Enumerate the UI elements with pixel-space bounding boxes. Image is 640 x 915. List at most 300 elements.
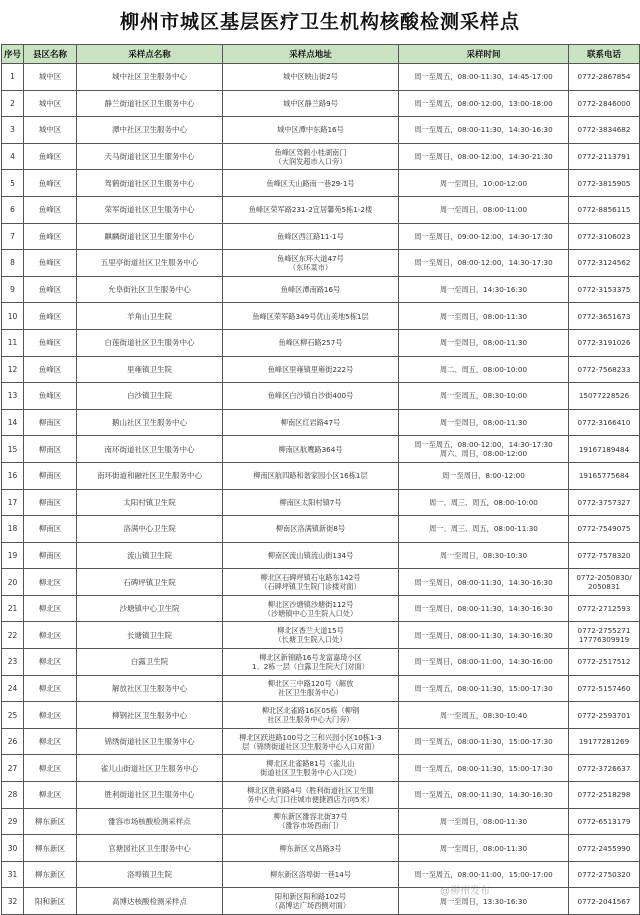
row-sampling-time [399,276,569,303]
row-phone [569,649,640,676]
row-site-address-line: （东环菜市） [288,262,333,272]
row-phone-line: 0772-3726637 [577,763,631,773]
row-site-address-line: 柳北区新锦路16号龙富嘉琦小区 [259,652,362,662]
row-sampling-time-line: 周一至周五，08:00-11:30，14:30-16:30 [414,790,553,800]
row-site-address [223,303,399,330]
row-site-address-line: 鱼峰区天山路南一巷29-1号 [266,178,355,188]
row-district: 柳东新区 [24,835,77,862]
row-district: 柳南区 [24,542,77,569]
row-site-name: 驾鹤街道社区卫生服务中心 [77,170,223,197]
row-index: 8 [2,250,24,277]
row-sampling-time-line: 周一至周五，08:00-11:30，14:45-17:00 [414,72,553,82]
row-index: 28 [2,782,24,809]
row-sampling-time-line: 周一至周日，08:00-12:00，14:30-17:30 [414,258,553,268]
row-district: 柳东新区 [24,861,77,888]
row-sampling-time-line: 周二、周五，08:00-10:00 [439,364,528,374]
row-sampling-time-line: 周一至周五，08:00-11:30，14:30-16:30 [414,125,553,135]
row-site-name: 高博达核酸检测采样点 [77,888,223,915]
row-phone-line: 0772-2517512 [577,657,631,667]
row-index: 10 [2,303,24,330]
row-sampling-time-line: 周一、周三、周五，08:00-11:30 [429,524,538,534]
row-phone-line: 0772-3834682 [577,125,631,135]
row-phone [569,808,640,835]
header-index: 序号 [2,45,24,64]
row-phone [569,728,640,755]
row-sampling-time-line: 周一至周日，08:00-11:30 [439,816,528,826]
row-site-name: 解放社区卫生服务中心 [77,675,223,702]
row-sampling-time [399,117,569,144]
row-district: 柳南区 [24,436,77,463]
row-site-name: 五里亭街道社区卫生服务中心 [77,250,223,277]
row-index: 5 [2,170,24,197]
row-district: 柳北区 [24,675,77,702]
row-sampling-time [399,436,569,463]
row-district: 城中区 [24,117,77,144]
row-phone-line: 0772-2755271 [577,626,631,636]
row-sampling-time [399,223,569,250]
table-row [2,595,640,622]
row-phone-line: 0772-6513179 [577,816,631,826]
row-index: 29 [2,808,24,835]
row-phone-line: 0772-2518298 [577,790,631,800]
row-district: 城中区 [24,64,77,91]
row-district: 鱼峰区 [24,223,77,250]
row-phone [569,888,640,915]
row-site-address-line: （雒容市场西南门） [278,821,343,831]
row-sampling-time-line: 周一至周日，10:00-12:00 [439,178,528,188]
row-district: 鱼峰区 [24,276,77,303]
row-sampling-time-line: 周一至周五，08:00-11:30，15:00-17:30 [414,737,553,747]
row-district: 柳南区 [24,489,77,516]
row-district: 柳北区 [24,595,77,622]
row-district: 鱼峰区 [24,170,77,197]
row-index: 12 [2,356,24,383]
row-site-address [223,196,399,223]
header-phone: 联系电话 [569,45,640,64]
row-sampling-time-line: 周一至周五，08:00-11:30，15:00-17:30 [414,683,553,693]
table-row [2,143,640,170]
row-site-address [223,117,399,144]
row-site-name: 南环街道和融社区卫生服务中心 [77,462,223,489]
row-index: 7 [2,223,24,250]
row-site-address [223,223,399,250]
table-row [2,888,640,915]
table-row [2,516,640,543]
row-site-name: 胜利街道社区卫生服务中心 [77,782,223,809]
table-row [2,409,640,436]
row-sampling-time-line: 周一至周日，08:00-12:00，14:30-21:30 [414,152,553,162]
table-row [2,675,640,702]
table-row [2,436,640,463]
row-site-name: 鹅山社区卫生服务中心 [77,409,223,436]
row-site-address-line: 柳东新区文昌路3号 [279,843,342,853]
row-phone-line: 0772-3166410 [577,418,631,428]
row-site-address [223,409,399,436]
row-site-name: 麒麟街道社区卫生服务中心 [77,223,223,250]
row-site-name: 静兰街道社区卫生服务中心 [77,90,223,117]
row-site-address-line: 城中区潭中东路16号 [277,125,344,135]
row-phone-line: 0772-2712593 [577,604,631,614]
row-sampling-time-line: 周一至周日，08:00-11:30，14:30-16:30 [414,630,553,640]
row-district: 鱼峰区 [24,196,77,223]
row-site-address [223,782,399,809]
row-index: 31 [2,861,24,888]
row-sampling-time [399,808,569,835]
row-sampling-time [399,489,569,516]
row-phone-line: 0772-3106023 [577,231,631,241]
row-sampling-time-line: 周一至周日，08:00-11:30 [439,843,528,853]
page-title: 柳州市城区基层医疗卫生机构核酸检测采样点 [119,11,520,33]
row-sampling-time [399,64,569,91]
row-site-address-line: 柳东新区洛埠街一巷14号 [269,870,352,880]
row-site-name: 官塘园社区卫生服务中心 [77,835,223,862]
row-site-name: 白沙镇卫生院 [77,383,223,410]
table-row [2,755,640,782]
row-sampling-time-line: 周一至周日，13:30-16:30 [439,896,528,906]
row-sampling-time-line: 周一至周日，08:30-10:30 [439,550,528,560]
table-row [2,462,640,489]
row-phone-line: 2050831 [587,582,620,592]
row-phone [569,542,640,569]
row-site-address-line: 鱼峰区荣军路231-2宜居馨苑5栋1-2楼 [248,205,373,215]
row-site-name: 白莲街道社区卫生服务中心 [77,329,223,356]
row-site-address-line: 柳北区北雀路16区05栋（柳钢 [261,706,360,716]
row-phone-line: 0772-5157460 [577,683,631,693]
table-row [2,329,640,356]
row-district: 柳北区 [24,728,77,755]
row-district: 柳南区 [24,409,77,436]
row-phone-line: 19167189484 [578,444,630,454]
row-sampling-time [399,782,569,809]
table-row [2,489,640,516]
row-site-address [223,808,399,835]
row-phone-line: 0772-2867854 [577,72,631,82]
table-row [2,808,640,835]
row-sampling-time-line: 周六、周日，08:00-12:00 [439,449,528,459]
table-body [2,64,640,915]
row-sampling-time-line: 周一至周日，08:00-11:30，14:30-16:30 [414,577,553,587]
header-sampling-time: 采样时间 [399,45,569,64]
row-sampling-time-line: 周一至周五，08:00-11:00，15:00-17:00 [414,870,553,880]
row-site-name: 流山镇卫生院 [77,542,223,569]
row-site-name: 羊角山卫生院 [77,303,223,330]
row-phone-line: 0772-3191026 [577,338,631,348]
row-phone [569,702,640,729]
row-site-address [223,861,399,888]
row-phone-line: 0772-2050830/ [576,573,632,583]
row-site-address-line: 柳北区胜利路4号（胜利街道社区卫生服 [247,785,374,795]
table-row [2,728,640,755]
row-site-address-line: 阳和新区阳和路102号 [274,892,347,902]
row-district: 柳北区 [24,622,77,649]
row-site-name: 太阳村镇卫生院 [77,489,223,516]
row-site-address [223,755,399,782]
row-sampling-time [399,542,569,569]
row-index: 11 [2,329,24,356]
row-site-address [223,329,399,356]
row-phone [569,276,640,303]
row-index: 3 [2,117,24,144]
row-sampling-time-line: 周一至周五，08:00-12:00，14:30-17:30 [414,440,553,450]
row-site-address [223,888,399,915]
row-site-address-line: 柳北区三中路120号（解放 [267,679,354,689]
row-phone [569,861,640,888]
row-sampling-time [399,170,569,197]
row-site-address [223,90,399,117]
row-phone [569,462,640,489]
row-site-address [223,675,399,702]
row-sampling-time-line: 周一至周五，08:30-10:00 [439,391,528,401]
row-phone [569,329,640,356]
row-phone-line: 0772-7578320 [577,550,631,560]
row-index: 4 [2,143,24,170]
row-site-address-line: 1、2栋一层（白露卫生院大门对面） [252,661,369,671]
row-phone [569,303,640,330]
row-site-address-line: （长塘卫生院入口处） [274,635,347,645]
table-row [2,276,640,303]
row-site-address-line: 鱼峰区西江路11-1号 [277,231,344,241]
row-index: 1 [2,64,24,91]
row-site-address-line: 社区卫生服务中心） [278,688,343,698]
row-sampling-time [399,303,569,330]
row-site-address [223,276,399,303]
row-sampling-time [399,196,569,223]
row-sampling-time [399,329,569,356]
row-sampling-time [399,702,569,729]
row-district: 鱼峰区 [24,356,77,383]
row-district: 鱼峰区 [24,383,77,410]
row-site-address [223,649,399,676]
row-site-address-line: 柳南区航鹰路364号 [278,444,343,454]
row-index: 27 [2,755,24,782]
row-district: 柳北区 [24,569,77,596]
header-district: 县区名称 [24,45,77,64]
row-phone [569,64,640,91]
row-sampling-time [399,649,569,676]
row-site-address-line: （石碑坪镇卫生院门诊楼对面） [260,582,361,592]
row-phone-line: 0772-2846000 [577,98,631,108]
row-sampling-time [399,755,569,782]
row-phone [569,755,640,782]
row-phone [569,383,640,410]
row-sampling-time [399,462,569,489]
row-site-address-line: 柳南区太阳村镇7号 [279,497,342,507]
row-site-name: 长塘镇卫生院 [77,622,223,649]
row-phone-line: 0772-3153375 [577,285,631,295]
row-phone [569,409,640,436]
row-phone [569,489,640,516]
row-phone-line: 0772-8856115 [577,205,631,215]
row-sampling-time [399,622,569,649]
row-site-address-line: 柳南区红岩路47号 [280,418,341,428]
row-sampling-time-line: 周一、周三、周五，08:00-10:00 [429,497,538,507]
table-row [2,90,640,117]
row-site-address [223,436,399,463]
row-sampling-time-line: 周一至周五，08:30-10:40 [439,710,528,720]
row-site-name: 允阜街社区卫生服务中心 [77,276,223,303]
row-site-name: 雀儿山街道社区卫生服务中心 [77,755,223,782]
row-index: 14 [2,409,24,436]
row-site-name: 潭中社区卫生服务中心 [77,117,223,144]
row-phone-line: 0772-2593701 [577,710,631,720]
row-sampling-time [399,250,569,277]
table-row [2,861,640,888]
row-site-name: 天马街道社区卫生服务中心 [77,143,223,170]
sampling-sites-table [1,44,640,915]
row-phone-line: 19177281269 [578,737,630,747]
row-site-address-line: 柳北区沙塘镇沙塘街112号 [267,599,354,609]
row-phone [569,835,640,862]
table-row [2,223,640,250]
row-phone [569,622,640,649]
row-phone [569,516,640,543]
row-district: 柳北区 [24,649,77,676]
row-phone-line: 0772-3757327 [577,497,631,507]
table-row [2,383,640,410]
header-site-address: 采样点地址 [223,45,399,64]
row-phone [569,143,640,170]
table-row [2,303,640,330]
row-site-address-line: 柳南区航四路和谐家园小区16栋1层 [253,471,368,481]
row-sampling-time [399,675,569,702]
row-sampling-time [399,595,569,622]
row-index: 32 [2,888,24,915]
row-phone [569,356,640,383]
row-sampling-time [399,516,569,543]
row-phone-line: 0772-3815905 [577,178,631,188]
row-sampling-time [399,356,569,383]
row-site-address [223,64,399,91]
row-site-address-line: （沙塘镇中心卫生院入口处） [263,608,358,618]
row-sampling-time-line: 周一至周五，08:00-11:30，15:00-17:30 [414,763,553,773]
row-phone [569,569,640,596]
table-row [2,196,640,223]
row-site-address [223,569,399,596]
row-sampling-time-line: 周一至周五，08:00-12:00，13:00-18:00 [414,98,553,108]
row-index: 6 [2,196,24,223]
row-phone [569,595,640,622]
row-site-address [223,143,399,170]
row-sampling-time [399,409,569,436]
header-site-name: 采样点名称 [77,45,223,64]
table-row [2,649,640,676]
row-district: 鱼峰区 [24,143,77,170]
row-index: 26 [2,728,24,755]
row-site-address [223,462,399,489]
row-index: 23 [2,649,24,676]
row-index: 30 [2,835,24,862]
row-district: 柳南区 [24,462,77,489]
row-district: 柳南区 [24,516,77,543]
row-site-address [223,728,399,755]
row-district: 鱼峰区 [24,329,77,356]
row-sampling-time-line: 周一至周日，8:00-12:00 [442,471,525,481]
row-site-name: 城中社区卫生服务中心 [77,64,223,91]
row-phone-line: 0772-2750320 [577,870,631,880]
row-sampling-time-line: 周一至周日，08:00-11:30 [439,418,528,428]
row-site-address [223,489,399,516]
row-site-address [223,250,399,277]
row-index: 19 [2,542,24,569]
row-phone-line: 0772-2041567 [577,896,631,906]
row-phone-line: 17776309919 [578,635,630,645]
row-phone [569,782,640,809]
row-index: 17 [2,489,24,516]
row-site-address-line: 鱼峰区潭南路16号 [280,285,341,295]
row-site-address [223,516,399,543]
row-sampling-time-line: 周一至周日，08:00-11:00，14:30-16:00 [414,657,553,667]
row-site-address [223,622,399,649]
table-row [2,117,640,144]
table-header-row [2,45,640,64]
row-sampling-time [399,728,569,755]
row-site-address-line: 柳南区流山镇流山街134号 [267,550,354,560]
row-index: 20 [2,569,24,596]
row-district: 柳东新区 [24,808,77,835]
row-site-address-line: 城中区映山街2号 [283,72,338,82]
row-index: 25 [2,702,24,729]
row-index: 22 [2,622,24,649]
row-site-name: 荣军街道社区卫生服务中心 [77,196,223,223]
row-index: 13 [2,383,24,410]
row-district: 柳北区 [24,755,77,782]
row-site-address [223,542,399,569]
row-site-address-line: 柳东新区雒容北街37号 [273,812,348,822]
row-site-address-line: 鱼峰区荣军路349号优山美地5栋1层 [252,311,369,321]
row-phone [569,117,640,144]
row-phone [569,250,640,277]
row-sampling-time [399,835,569,862]
row-site-address-line: 层（锦绣街道社区卫生服务中心入口对面） [242,741,379,751]
row-sampling-time-line: 周一至周日，08:00-11:30 [439,311,528,321]
row-site-address-line: 鱼峰区驾鹤小桂湖南门 [274,147,347,157]
table-row [2,569,640,596]
row-index: 2 [2,90,24,117]
table-row [2,835,640,862]
row-index: 18 [2,516,24,543]
table-row [2,250,640,277]
row-site-address [223,702,399,729]
row-site-name: 南环街道社区卫生服务中心 [77,436,223,463]
row-district: 鱼峰区 [24,303,77,330]
row-site-name: 石碑坪镇卫生院 [77,569,223,596]
row-phone-line: 0772-3124562 [577,258,631,268]
row-site-name: 里雍镇卫生院 [77,356,223,383]
row-site-address [223,383,399,410]
row-sampling-time-line: 周一至周日，08:00-11:30，14:30-16:30 [414,604,553,614]
row-site-address [223,170,399,197]
row-phone-line: 15077228526 [578,391,630,401]
table-row [2,782,640,809]
row-sampling-time-line: 周一至周日，14:30-16:30 [439,285,528,295]
row-site-address-line: （大润发超市入口旁） [274,156,347,166]
table-row [2,702,640,729]
row-sampling-time-line: 周一至周日，08:00-11:00 [439,205,528,215]
row-site-address-line: 鱼峰区里雍镇里雍街222号 [267,364,354,374]
row-site-name: 柳钢社区卫生服务中心 [77,702,223,729]
row-sampling-time-line: 周一至周日，09:00-12:00，14:30-17:30 [414,231,553,241]
table-row [2,542,640,569]
row-site-name: 白露卫生院 [77,649,223,676]
row-sampling-time [399,383,569,410]
row-district: 城中区 [24,90,77,117]
row-phone [569,436,640,463]
table-row [2,64,640,91]
row-index: 15 [2,436,24,463]
row-phone [569,223,640,250]
row-site-address-line: 街道社区卫生服务中心入口处） [260,768,361,778]
row-site-address-line: 鱼峰区东环大道47号 [277,253,344,263]
